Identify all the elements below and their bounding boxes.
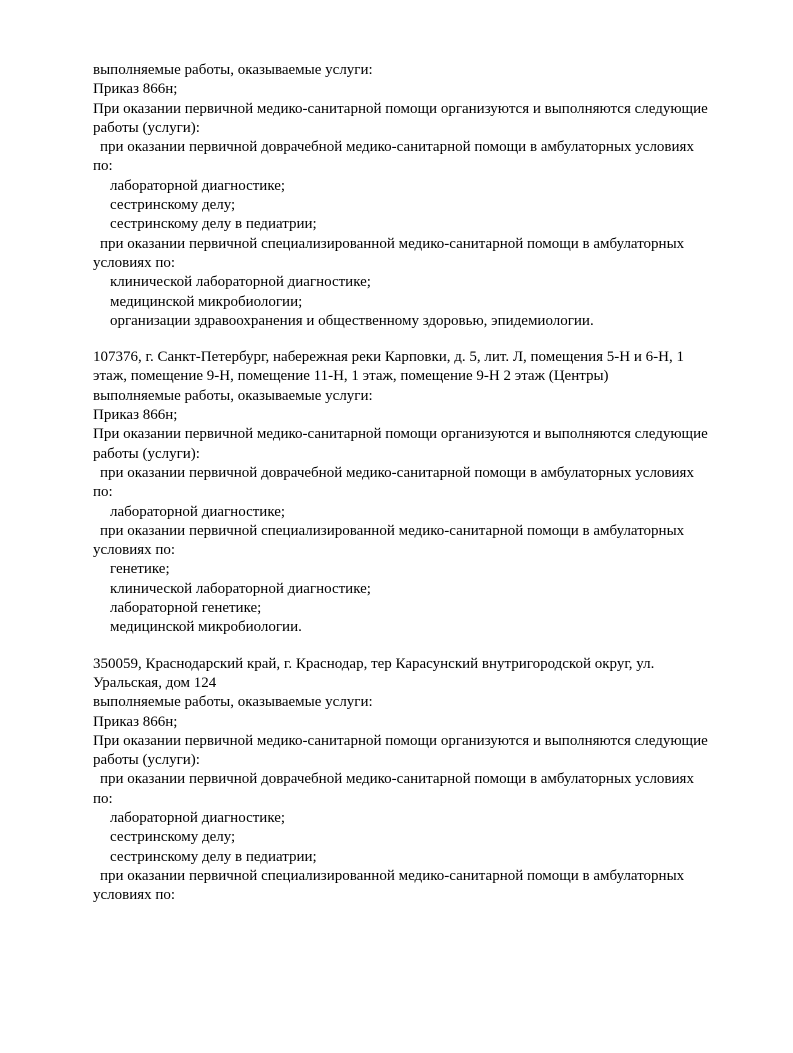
text-line: генетике; — [110, 561, 170, 578]
text-line: При оказании первичной медико-санитарной помощи организуются и выполняются следующие — [93, 100, 708, 117]
text-line: по: — [93, 790, 113, 807]
text-line: условиях по: — [93, 542, 176, 559]
text-line: по: — [93, 484, 113, 501]
section-address-krasnodar — [93, 655, 743, 906]
text-line: Приказ 866н; — [93, 81, 178, 98]
text-line: лабораторной диагностике; — [110, 177, 286, 194]
section-services-block-1 — [93, 61, 743, 331]
section-address-spb — [93, 348, 743, 637]
text-line: сестринскому делу в педиатрии; — [110, 848, 317, 865]
text-line: Приказ 866н; — [93, 713, 178, 730]
text-line: работы (услуги): — [93, 752, 200, 769]
text-line: 107376, г. Санкт-Петербург, набережная реки Карповки, д. 5, лит. Л, помещения 5-Н и 6-Н, 1 — [93, 349, 684, 366]
text-line: условиях по: — [93, 254, 176, 271]
text-line: лабораторной диагностике; — [110, 503, 286, 520]
text-line: лабораторной диагностике; — [110, 809, 286, 826]
text-line: при оказании первичной доврачебной медико-санитарной помощи в амбулаторных условиях — [100, 139, 694, 156]
text-line: выполняемые работы, оказываемые услуги: — [93, 694, 373, 711]
text-line: Приказ 866н; — [93, 407, 178, 424]
text-line: при оказании первичной доврачебной медико-санитарной помощи в амбулаторных условиях — [100, 464, 694, 481]
text-line: При оказании первичной медико-санитарной помощи организуются и выполняются следующие — [93, 732, 708, 749]
text-line: лабораторной генетике; — [110, 600, 262, 617]
text-line: Уральская, дом 124 — [93, 674, 217, 691]
text-line: условиях по: — [93, 887, 176, 904]
text-line: медицинской микробиологии. — [110, 619, 302, 636]
text-line: при оказании первичной специализированной медико-санитарной помощи в амбулаторных — [100, 235, 685, 252]
text-line: работы (услуги): — [93, 119, 200, 136]
text-line: сестринскому делу в педиатрии; — [110, 216, 317, 233]
text-line: клинической лабораторной диагностике; — [110, 580, 371, 597]
text-line: по: — [93, 158, 113, 175]
text-line: При оказании первичной медико-санитарной помощи организуются и выполняются следующие — [93, 426, 708, 443]
text-line: медицинской микробиологии; — [110, 293, 303, 310]
text-line: при оказании первичной доврачебной медико-санитарной помощи в амбулаторных условиях — [100, 771, 694, 788]
text-line: сестринскому делу; — [110, 197, 236, 214]
text-line: выполняемые работы, оказываемые услуги: — [93, 62, 373, 78]
text-line: выполняемые работы, оказываемые услуги: — [93, 387, 373, 404]
text-line: при оказании первичной специализированной медико-санитарной помощи в амбулаторных — [100, 522, 685, 539]
text-line: 350059, Краснодарский край, г. Краснодар, тер Карасунский внутригородской округ, ул. — [93, 655, 655, 672]
text-line: работы (услуги): — [93, 445, 200, 462]
text-line: организации здравоохранения и общественному здоровью, эпидемиологии. — [110, 312, 594, 329]
text-line: при оказании первичной специализированной медико-санитарной помощи в амбулаторных — [100, 867, 685, 884]
text-line: этаж, помещение 9-Н, помещение 11-Н, 1 этаж, помещение 9-Н 2 этаж (Центры) — [93, 368, 609, 385]
text-line: клинической лабораторной диагностике; — [110, 274, 371, 291]
text-line: сестринскому делу; — [110, 829, 236, 846]
